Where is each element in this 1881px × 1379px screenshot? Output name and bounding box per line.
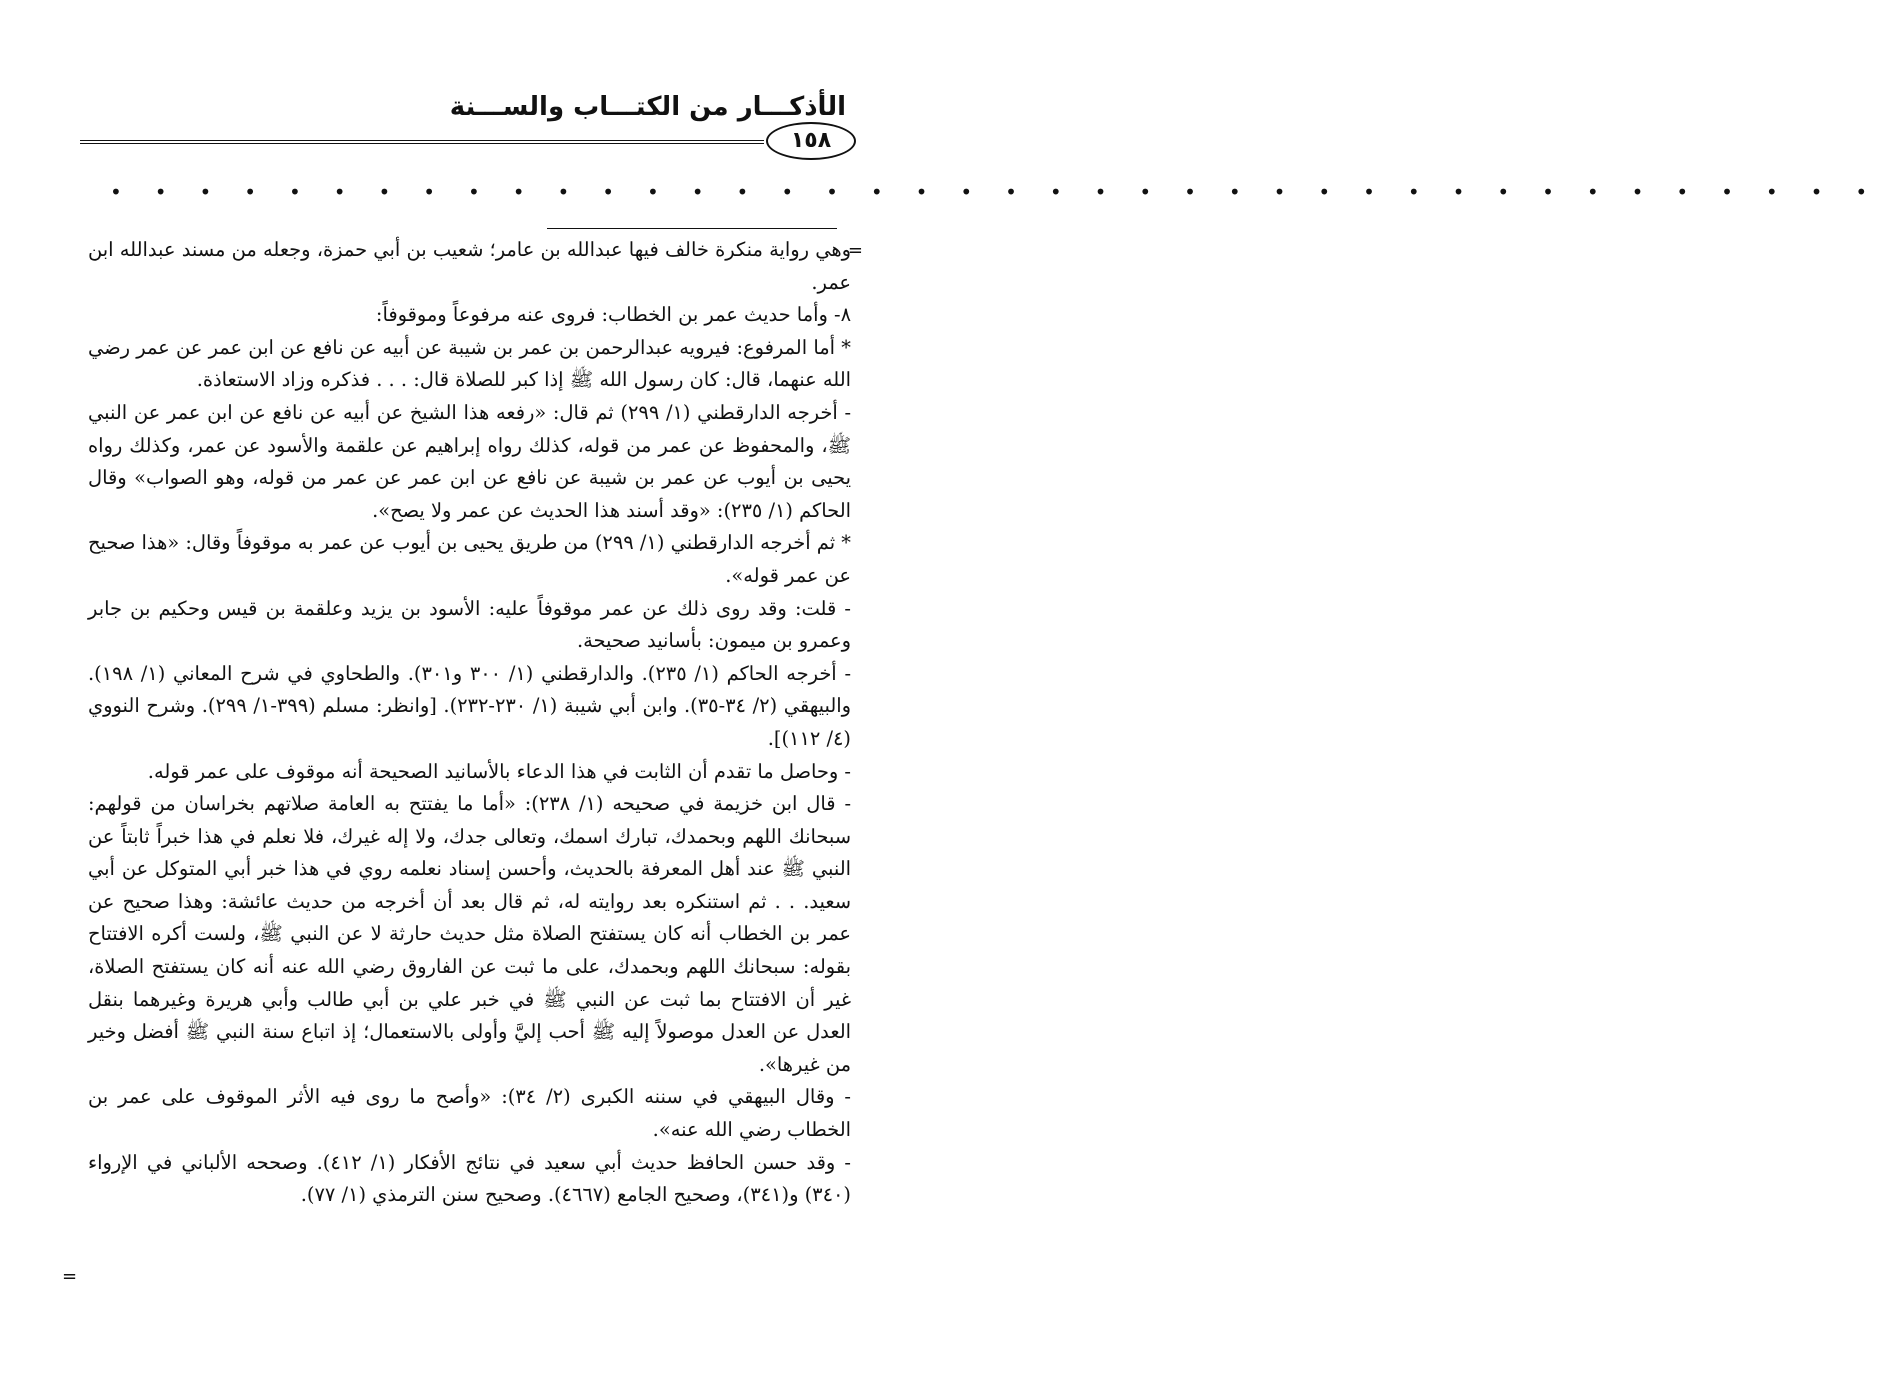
paragraph: - وحاصل ما تقدم أن الثابت في هذا الدعاء بالأسانيد الصحيحة أنه موقوف على عمر قوله.	[147, 759, 851, 783]
continuation-mark-start: =	[847, 240, 863, 261]
section-separator-dots: • • • • • • • • • • • • • • • • • • • • • • • • • • • • • • • • • • • • • • • •	[110, 180, 1881, 204]
paragraph: - قال ابن خزيمة في صحيحه (١/ ٢٣٨): «أما ما يفتتح به العامة صلاتهم بخراسان من قولهم: سبحانك اللهم وبحمدك، تبارك اسمك، وتعالى جدك، ولا إله غيرك، فلا نعلم في هذا خبراً ثابتاً عن النبي ﷺ عند أهل المعرفة بالحديث، وأحسن إسناد نعلمه روي في هذا خبر أبي المتوكل عن أبي سعيد. . . ثم استنكره بعد روايته له، ثم قال بعد أن أخرجه من حديث عائشة: وهذا صحيح عن عمر بن الخطاب أنه كان يستفتح الصلاة مثل حديث حارثة لا عن النبي ﷺ، ولست أكره الافتتاح بقوله: سبحانك اللهم وبحمدك، على ما ثبت عن الفاروق رضي الله عنه أنه كان يستفتح الصلاة، غير أن الافتتاح بما ثبت عن النبي ﷺ في خبر علي بن أبي طالب وأبي هريرة وغيرهما بنقل العدل عن العدل موصولاً إليه ﷺ أحب إليَّ وأولى بالاستعمال؛ إذ اتباع سنة النبي ﷺ أفضل وخير من غيرها».	[88, 792, 852, 1076]
header-rule	[80, 140, 764, 144]
paragraph: وهي رواية منكرة خالف فيها عبدالله بن عامر؛ شعيب بن أبي حمزة، وجعله من مسند عبدالله ابن عمر.	[88, 238, 851, 294]
paragraph: - أخرجه الحاكم (١/ ٢٣٥). والدارقطني (١/ ٣٠٠ و٣٠١). والطحاوي في شرح المعاني (١/ ١٩٨). والبيهقي (٢/ ٣٤-٣٥). وابن أبي شيبة (١/ ٢٣٠-٢٣٢). [وانظر: مسلم (٣٩٩-١/ ٢٩٩). وشرح النووي (٤/ ١١٢)].	[88, 661, 852, 750]
paragraph: - أخرجه الدارقطني (١/ ٢٩٩) ثم قال: «رفعه هذا الشيخ عن أبيه عن نافع عن ابن عمر عن النبي ﷺ، والمحفوظ عن عمر من قوله، كذلك رواه إبراهيم عن علقمة والأسود عن عمر، وكذلك رواه يحيى بن أيوب عن عمر بن شيبة عن نافع عن ابن عمر عن عمر من قوله، وهو الصواب» وقال الحاكم (١/ ٢٣٥): «وقد أسند هذا الحديث عن عمر ولا يصح».	[88, 400, 852, 522]
paragraph: * ثم أخرجه الدارقطني (١/ ٢٩٩) من طريق يحيى بن أيوب عن عمر به موقوفاً وقال: «هذا صحيح عن عمر قوله».	[88, 531, 851, 587]
footnote-rule	[547, 228, 837, 229]
paragraph: - وقد حسن الحافظ حديث أبي سعيد في نتائج الأفكار (١/ ٤١٢). وصححه الألباني في الإرواء (٣٤٠) و(٣٤١)، وصحيح الجامع (٤٦٦٧). وصحيح سنن الترمذي (١/ ٧٧).	[88, 1150, 851, 1207]
paragraph: * أما المرفوع: فيرويه عبدالرحمن بن عمر بن شيبة عن أبيه عن نافع عن ابن عمر عن عمر رضي الله عنهما، قال: كان رسول الله ﷺ إذا كبر للصلاة قال: . . . فذكره وزاد الاستعاذة.	[88, 335, 851, 392]
paragraph: - قلت: وقد روى ذلك عن عمر موقوفاً عليه: الأسود بن يزيد وعلقمة بن قيس وحكيم بن جابر وعمرو بن ميمون: بأسانيد صحيحة.	[88, 596, 851, 653]
page-header	[80, 88, 856, 160]
page-number: ١٥٨	[766, 122, 856, 160]
continuation-mark-end: =	[62, 1266, 78, 1287]
book-title: الأذكـــار من الكتـــاب والســـنة	[449, 92, 846, 122]
paragraph: ٨- وأما حديث عمر بن الخطاب: فروى عنه مرفوعاً وموقوفاً:	[375, 303, 851, 327]
footnote-body	[88, 234, 851, 1212]
paragraph: - وقال البيهقي في سننه الكبرى (٢/ ٣٤): «وأصح ما روى فيه الأثر الموقوف على عمر بن الخطاب رضي الله عنه».	[88, 1085, 851, 1142]
